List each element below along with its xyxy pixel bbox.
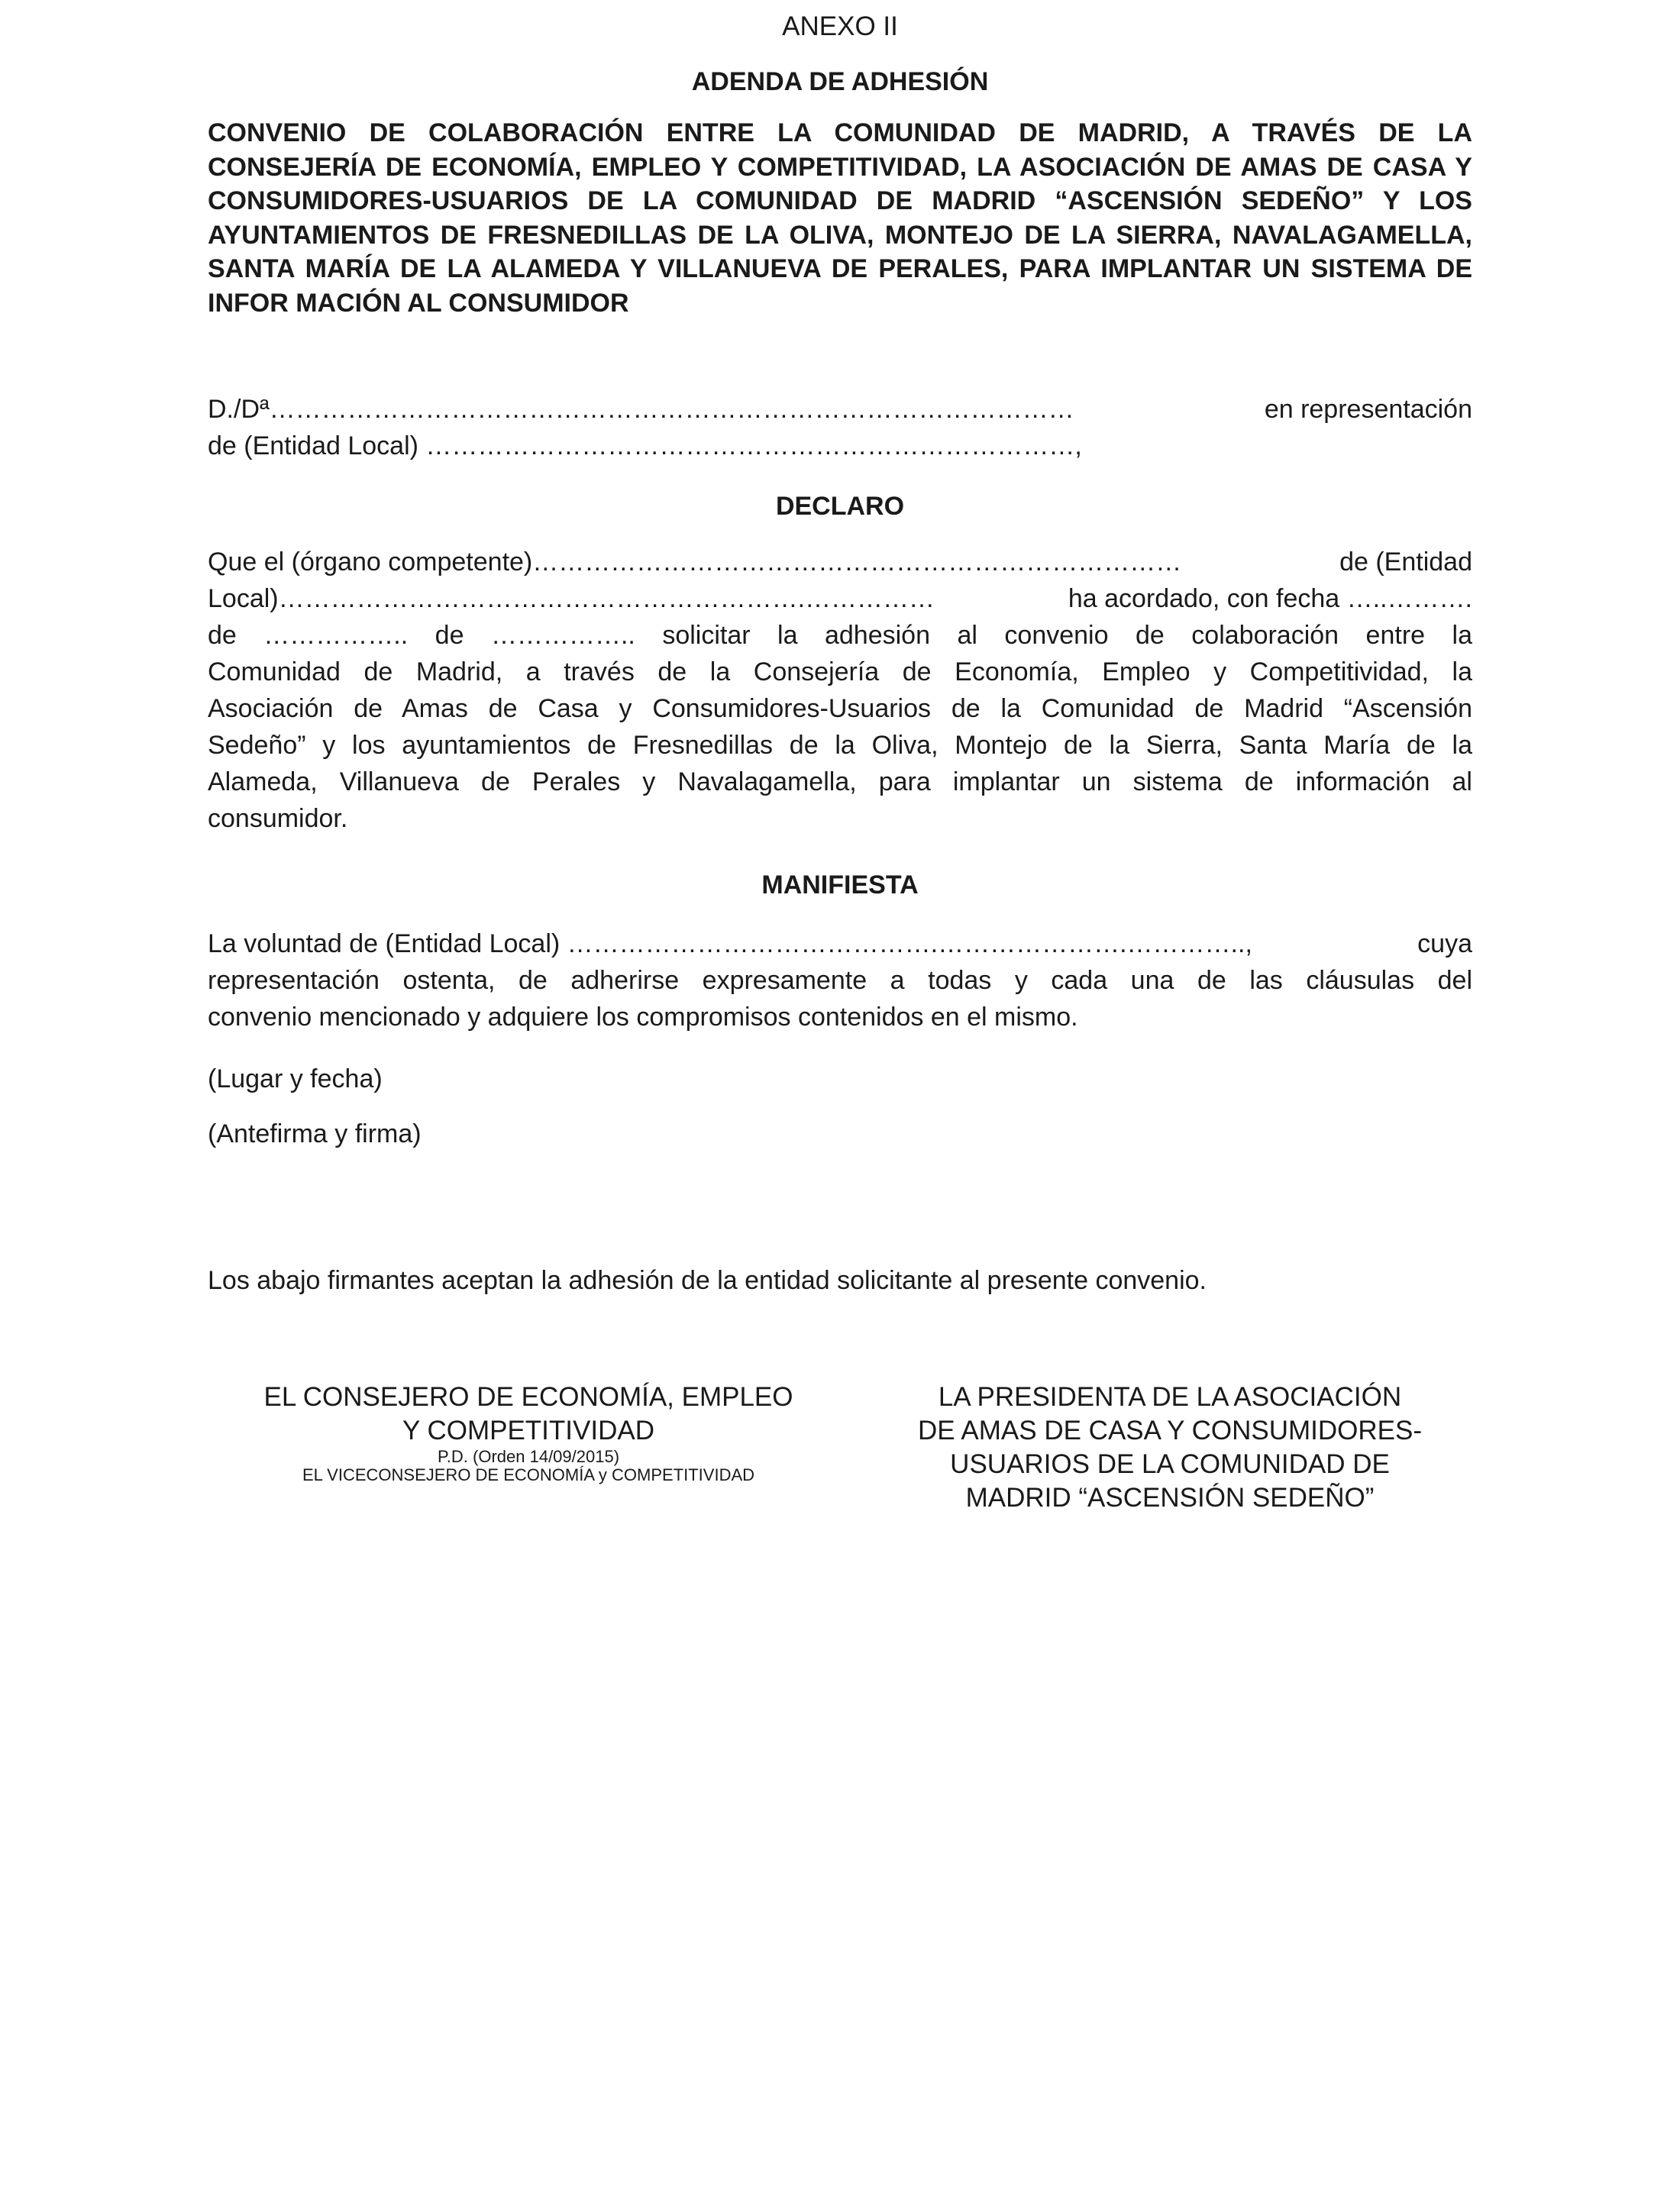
signature-line: (Antefirma y firma) — [208, 1119, 422, 1148]
declaro-local-field: Local)…………………………………………………….…………… — [208, 584, 935, 613]
declaro-line-5: Asociación de Amas de Casa y Consumidores-Usuarios de la Comunidad de Madrid “Ascensión — [208, 694, 1472, 723]
declaro-line-4: Comunidad de Madrid, a través de la Consejería de Economía, Empleo y Competitividad, la — [208, 657, 1472, 686]
place-date-line: (Lugar y fecha) — [208, 1064, 383, 1093]
acceptance-statement: Los abajo firmantes aceptan la adhesión de la entidad solicitante al presente convenio. — [208, 1266, 1207, 1295]
local-entity-field: de (Entidad Local) …………………………………………………………………, — [208, 431, 1082, 460]
manifiesta-line-2: representación ostenta, de adherirse expresamente a todas y cada una de las cláusulas del — [208, 966, 1472, 995]
signatory-right-line-4: MADRID “ASCENSIÓN SEDEÑO” — [965, 1483, 1375, 1513]
declaro-heading: DECLARO — [775, 492, 905, 521]
signatory-left-line-2: Y COMPETITIVIDAD — [402, 1416, 654, 1445]
declaro-paragraph — [208, 544, 1472, 837]
manifiesta-heading: MANIFIESTA — [761, 870, 919, 899]
agreement-title: CONVENIO DE COLABORACIÓN ENTRE LA COMUNIDAD DE MADRID, A TRAVÉS DE LA CONSEJERÍA DE ECONOMÍA, EMPLEO Y COMPETITIVIDAD, LA ASOCIACIÓN DE AMAS DE CASA Y CONSUMIDORES-USUARIOS DE LA COMUNIDAD DE MADRID “ASCENSIÓN SEDEÑO” Y LOS AYUNTAMIENTOS DE FRESNEDILLAS DE LA OLIVA, MONTEJO DE LA SIERRA, NAVALAGAMELLA, SANTA MARÍA DE LA ALAMEDA Y VILLANUEVA DE PERALES, PARA IMPLANTAR UN SISTEMA DE INFOR MACIÓN AL CONSUMIDOR — [208, 118, 1472, 318]
signatory-right-line-1: LA PRESIDENTA DE LA ASOCIACIÓN — [938, 1382, 1402, 1412]
manifiesta-local-field: La voluntad de (Entidad Local) …………………………………….………………….………….., — [208, 929, 1252, 958]
signatory-left-deputy: EL VICECONSEJERO DE ECONOMÍA y COMPETITIVIDAD — [302, 1465, 755, 1484]
signatory-right — [880, 1381, 1460, 1515]
declaro-line-6: Sedeño” y los ayuntamientos de Fresnedillas de la Oliva, Montejo de la Sierra, Santa María de la — [208, 731, 1472, 760]
declaro-date-field: ha acordado, con fecha …..………. — [1068, 584, 1472, 613]
annex-label: ANEXO II — [782, 11, 898, 41]
signatory-left — [208, 1381, 849, 1484]
representative-paragraph — [208, 391, 1472, 464]
declaro-text-1b: de (Entidad — [1339, 547, 1472, 577]
signatory-left-line-1: EL CONSEJERO DE ECONOMÍA, EMPLEO — [263, 1382, 793, 1412]
signatory-right-line-3: USUARIOS DE LA COMUNIDAD DE — [950, 1449, 1390, 1479]
signatory-right-line-2: DE AMAS DE CASA Y CONSUMIDORES- — [918, 1416, 1422, 1445]
manifiesta-line-3: convenio mencionado y adquiere los compromisos contenidos en el mismo. — [208, 1003, 1078, 1032]
manifiesta-paragraph — [208, 925, 1472, 1035]
declaro-line-8: consumidor. — [208, 804, 348, 833]
declaro-line-3: de …………….. de …………….. solicitar la adhesión al convenio de colaboración entre la — [208, 621, 1472, 650]
manifiesta-text-1b: cuya — [1417, 929, 1472, 958]
competent-body-field: Que el (órgano competente)………………………………………………………………… — [208, 547, 1182, 577]
declaro-line-7: Alameda, Villanueva de Perales y Navalagamella, para implantar un sistema de información al — [208, 767, 1472, 796]
document-heading: ADENDA DE ADHESIÓN — [691, 67, 989, 96]
representative-name-field: D./Dª………………………………………………………………………………… — [208, 395, 1074, 424]
signatory-left-delegation: P.D. (Orden 14/09/2015) — [437, 1447, 620, 1466]
representation-text: en representación — [1264, 395, 1472, 424]
